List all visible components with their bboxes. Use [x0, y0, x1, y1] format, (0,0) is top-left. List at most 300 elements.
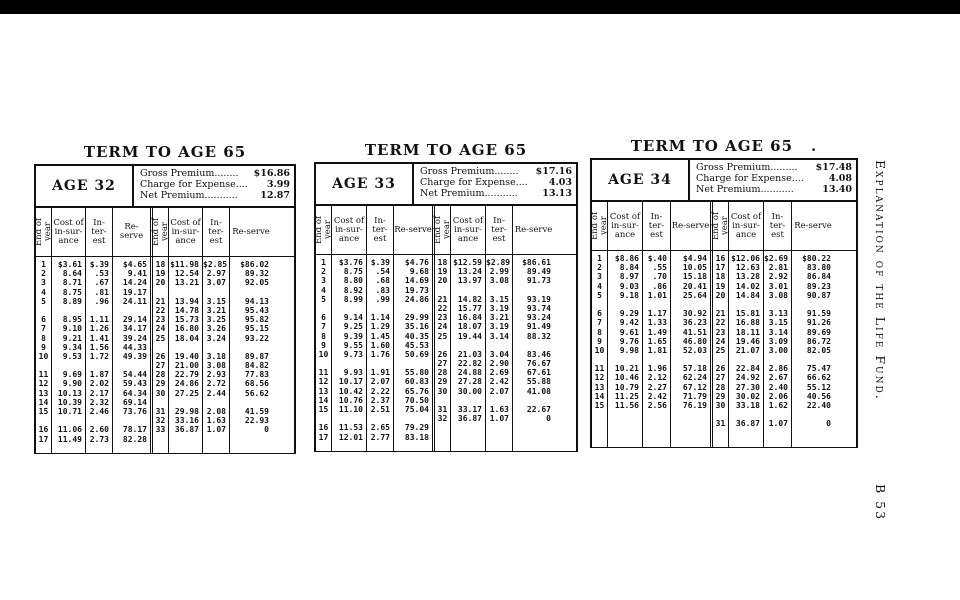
table-cell: 15	[594, 401, 605, 410]
table-cell: 91.26	[806, 318, 831, 328]
table-cell: 8.99	[343, 294, 363, 304]
gross-premium-label: Gross Premium........	[420, 166, 519, 177]
table-cell: 16	[38, 425, 49, 435]
table-cell	[153, 288, 168, 297]
table-cell	[153, 343, 168, 352]
table-cell: 1.07	[768, 419, 788, 429]
table-cell: 28	[437, 368, 448, 378]
table-cell	[169, 288, 202, 297]
table-cell	[332, 304, 366, 313]
premium-summary	[690, 160, 856, 200]
table-cell: 26	[437, 349, 448, 359]
column-header	[203, 208, 230, 256]
column-header-text: End of year	[710, 211, 730, 241]
table-cell	[486, 396, 512, 405]
table-cell	[36, 416, 51, 425]
table-cell: 62.24	[682, 373, 707, 383]
table-cell: 11.10	[338, 405, 363, 414]
gross-premium-line	[420, 166, 576, 177]
table-cell	[113, 416, 150, 425]
column-header	[513, 206, 554, 254]
table-cell: 25.64	[682, 290, 707, 300]
table-cell: 18.11	[735, 327, 760, 337]
table-cell: 9.39	[343, 331, 363, 341]
table-cell: 30	[437, 386, 448, 396]
table-cell	[394, 304, 432, 313]
table-cell: 27	[715, 373, 726, 383]
table-column	[169, 257, 203, 453]
table-cell: 60.83	[404, 377, 429, 387]
table-cell: 89.69	[806, 327, 831, 337]
table-cell: 8.71	[62, 278, 82, 288]
table-column	[153, 257, 169, 453]
table-body	[316, 255, 576, 451]
table-cell: 91.59	[806, 309, 831, 319]
net-premium-value: 13.13	[542, 188, 572, 199]
table-cell: 77.83	[244, 370, 269, 380]
net-premium-line	[696, 184, 856, 195]
table-cell: 8.84	[619, 263, 639, 273]
table-cell: 18.07	[457, 322, 482, 332]
table-cell: 3.00	[768, 345, 788, 355]
table-cell: 11.56	[614, 401, 639, 410]
table-cell: 83.80	[806, 263, 831, 273]
table-cell: 9	[41, 342, 46, 352]
table-cell	[643, 300, 670, 309]
table-cell: 95.82	[244, 315, 269, 325]
table-cell: 84.82	[244, 361, 269, 371]
gross-premium-value: $17.16	[535, 166, 572, 177]
table-cell: 1.45	[370, 331, 390, 341]
rate-table-age-32	[34, 142, 296, 454]
table-cell: 8.75	[343, 267, 363, 277]
table-cell: 3.15	[768, 318, 788, 328]
table-cell: 9.42	[619, 318, 639, 328]
table-column	[394, 255, 435, 451]
column-header	[313, 206, 333, 254]
table-cell: 9.98	[619, 345, 639, 355]
table-cell: 9.55	[343, 340, 363, 350]
table-cell: 2.42	[489, 377, 509, 387]
table-cell: 94.13	[244, 296, 269, 306]
table-cell: 18	[437, 258, 448, 267]
table-cell: 7	[597, 318, 602, 328]
table-cell: 1.62	[768, 401, 788, 410]
table-cell: 30.00	[457, 386, 482, 396]
column-header	[332, 206, 367, 254]
table-cell: 2	[321, 267, 326, 277]
table-cell: 33.16	[174, 416, 199, 426]
table-cell	[169, 343, 202, 352]
table-body	[592, 251, 856, 447]
table-column	[52, 257, 86, 453]
table-cell: 24.86	[404, 294, 429, 304]
table-cell: 14.02	[735, 281, 760, 291]
table-cell: 23	[155, 315, 166, 325]
table-cell: 24.92	[735, 373, 760, 383]
table-column	[86, 257, 113, 453]
table-cell: 45.53	[404, 340, 429, 350]
table-cell: 68.56	[244, 379, 269, 389]
table-cell: 2.08	[206, 407, 226, 416]
table-cell: 36.87	[174, 425, 199, 435]
table-cell: $2.69	[764, 254, 789, 263]
table-cell: 41.08	[526, 386, 551, 396]
table-cell	[230, 398, 272, 407]
table-cell: 28	[155, 370, 166, 380]
table-cell: 12.01	[338, 432, 363, 442]
table-cell: 23	[437, 313, 448, 323]
expense-charge-label: Charge for Expense....	[140, 179, 248, 190]
table-cell	[592, 410, 607, 419]
table-cell: 30.92	[682, 309, 707, 319]
table-cell: 1.60	[370, 340, 390, 350]
column-header	[86, 208, 113, 256]
table-column	[729, 251, 764, 447]
table-cell: 14	[594, 391, 605, 401]
table-cell: 3.14	[489, 331, 509, 341]
table-cell: 8	[597, 327, 602, 337]
table-cell: 11.06	[57, 425, 82, 435]
table-column	[513, 255, 554, 451]
table-cell: 19	[155, 269, 166, 279]
table-cell: 67.12	[682, 382, 707, 392]
table-cell: 2.93	[206, 370, 226, 380]
table-cell: 73.76	[122, 407, 147, 416]
table-cell: 16	[318, 423, 329, 433]
table-cell: $3.61	[57, 260, 82, 269]
table-cell: 56.62	[244, 388, 269, 398]
table-cell	[451, 423, 485, 432]
table-cell: 6	[321, 313, 326, 323]
table-cell: 3.21	[489, 313, 509, 323]
expense-charge-label: Charge for Expense....	[696, 173, 804, 184]
table-cell: 26	[155, 351, 166, 361]
table-cell: 93.74	[526, 303, 551, 313]
table-title: TERM TO AGE 65	[364, 141, 528, 159]
age-label: AGE 34	[592, 160, 690, 200]
column-header-text: Cost of in-sur-ance	[333, 215, 365, 244]
table-cell: 2.67	[768, 373, 788, 383]
table-cell: 2.42	[647, 391, 667, 401]
table-cell: 12	[318, 377, 329, 387]
table-cell: 89.23	[806, 281, 831, 291]
table-cell: 12	[594, 373, 605, 383]
table-cell: .55	[652, 263, 667, 273]
expense-charge-label: Charge for Expense....	[420, 177, 528, 188]
table-cell: 32	[437, 414, 448, 424]
table-cell: 8.75	[62, 287, 82, 297]
table-cell	[713, 410, 728, 419]
table-cell: 22	[155, 305, 166, 315]
table-cell: 89.87	[244, 351, 269, 361]
expense-charge-line	[696, 173, 856, 184]
table-cell	[169, 398, 202, 407]
table-cell: 5	[597, 290, 602, 300]
expense-charge-value: 3.99	[266, 179, 290, 190]
net-premium-value: 13.40	[822, 184, 852, 195]
table-cell: 13.94	[174, 296, 199, 306]
table-cell	[513, 433, 554, 442]
column-header	[169, 208, 203, 256]
column-header-text: End of year	[313, 215, 333, 245]
table-cell: 57.18	[682, 364, 707, 374]
table-cell: 3.08	[489, 276, 509, 286]
table-cell	[451, 286, 485, 295]
table-cell: 13	[38, 388, 49, 398]
table-cell	[230, 343, 272, 352]
column-header-text: End of year	[432, 215, 452, 245]
expense-charge-value: 4.03	[548, 177, 572, 188]
table-cell: 10.46	[614, 373, 639, 383]
table-cell: 25	[715, 345, 726, 355]
table-cell: 91.73	[526, 276, 551, 286]
table-cell: 3.15	[206, 296, 226, 306]
table-cell: 14.78	[174, 305, 199, 315]
table-cell	[486, 433, 512, 442]
table-cell: 9.69	[62, 370, 82, 380]
table-cell: 3	[597, 272, 602, 282]
table-cell: 9.93	[343, 368, 363, 378]
table-cell	[671, 419, 710, 428]
table-cell: 1	[597, 254, 602, 263]
table-cell	[643, 410, 670, 419]
table-cell: 31	[155, 407, 166, 416]
table-cell: 1.63	[489, 405, 509, 414]
table-cell: 67.61	[526, 368, 551, 378]
column-header	[764, 202, 792, 250]
table-cell: 21	[437, 294, 448, 304]
table-cell: 76.19	[682, 401, 707, 410]
table-cell: 19	[715, 281, 726, 291]
table-cell: 19.44	[457, 331, 482, 341]
table-cell	[764, 410, 791, 419]
column-header-text: End of year	[589, 211, 609, 241]
table-cell	[367, 359, 393, 368]
table-cell: 40.56	[806, 391, 831, 401]
table-cell: 7	[41, 324, 46, 334]
table-cell: 9.76	[619, 336, 639, 346]
table-column	[367, 255, 394, 451]
table-cell	[671, 300, 710, 309]
table-cell: 33.17	[457, 405, 482, 414]
table-cell: 90.87	[806, 290, 831, 300]
table-cell: $.39	[370, 258, 390, 267]
table-cell: 2	[597, 263, 602, 273]
table-cell: 14	[318, 395, 329, 405]
column-header-text: End of year	[33, 217, 53, 247]
column-header-text: Cost of in-sur-ance	[53, 217, 84, 246]
table-cell	[230, 435, 272, 444]
table-column	[671, 251, 713, 447]
table-cell: 2.32	[89, 397, 109, 407]
table-cell: 16	[715, 254, 726, 263]
table-cell: 15.81	[735, 309, 760, 319]
table-cell: 18.04	[174, 333, 199, 343]
table-column	[230, 257, 272, 453]
table-cell: 17	[715, 263, 726, 273]
table-cell	[608, 355, 642, 364]
table-cell: 11.25	[614, 391, 639, 401]
table-cell: $2.89	[486, 258, 511, 267]
column-header-text: In-ter-est	[648, 211, 665, 240]
table-cell: 3.18	[206, 351, 226, 361]
table-cell: 2.65	[370, 423, 390, 433]
table-cell: 11	[38, 370, 49, 380]
table-cell: 2.44	[206, 388, 226, 398]
table-cell: 9.21	[62, 333, 82, 343]
table-cell: 27.28	[457, 377, 482, 387]
table-cell: 2.72	[206, 379, 226, 389]
table-cell	[486, 286, 512, 295]
table-cell: .70	[652, 272, 667, 282]
scan-top-edge	[0, 0, 960, 14]
side-running-title: Explanation of the Life Fund.	[873, 160, 888, 401]
table-cell: 79.29	[404, 423, 429, 433]
table-cell: 6	[41, 315, 46, 325]
table-cell	[608, 429, 642, 438]
table-cell: 2.99	[489, 267, 509, 277]
table-cell	[332, 359, 366, 368]
table-cell	[713, 355, 728, 364]
table-cell	[36, 306, 51, 315]
table-cell: $11.98	[170, 260, 199, 269]
table-cell	[52, 306, 85, 315]
table-cell: 33	[155, 425, 166, 435]
table-cell: 25	[155, 333, 166, 343]
table-cell: 93.19	[526, 294, 551, 304]
column-header	[394, 206, 435, 254]
table-cell	[169, 435, 202, 444]
table-cell: 19.46	[735, 336, 760, 346]
table-header	[592, 160, 856, 202]
table-cell: 0	[546, 414, 551, 424]
table-cell: 1.87	[89, 370, 109, 380]
table-cell: 30	[715, 401, 726, 410]
premium-summary	[134, 166, 294, 206]
table-cell: $.39	[89, 260, 109, 269]
table-cell: 9.34	[62, 342, 82, 352]
table-cell	[153, 435, 168, 444]
table-cell: 25	[437, 331, 448, 341]
table-cell: 18	[715, 272, 726, 282]
table-cell: 86.72	[806, 336, 831, 346]
table-cell	[435, 433, 450, 442]
table-cell: 3.01	[768, 281, 788, 291]
table-cell: $86.61	[522, 258, 551, 267]
table-cell	[316, 414, 331, 423]
expense-charge-line	[420, 177, 576, 188]
table-cell: 1.17	[647, 309, 667, 319]
column-headers	[589, 202, 856, 251]
column-headers	[33, 208, 294, 257]
table-cell: 9.25	[343, 322, 363, 332]
table-cell: 24	[437, 322, 448, 332]
table-cell: 10.79	[614, 382, 639, 392]
table-cell: 49.39	[122, 351, 147, 361]
column-header	[486, 206, 513, 254]
table-cell: 3.08	[768, 290, 788, 300]
table-cell: 20	[715, 290, 726, 300]
table-cell: 46.80	[682, 336, 707, 346]
table-cell: $4.65	[122, 260, 147, 269]
table-cell: 21	[155, 296, 166, 306]
table-cell	[643, 429, 670, 438]
table-column	[643, 251, 671, 447]
column-header-text: Cost of in-sur-ance	[452, 215, 484, 244]
table-cell: 55.88	[526, 377, 551, 387]
table-cell: 3.07	[206, 278, 226, 288]
table-cell: 24.86	[174, 379, 199, 389]
table-cell: 40.35	[404, 331, 429, 341]
table-frame	[590, 158, 858, 448]
table-cell: 82.05	[806, 345, 831, 355]
table-cell: 41.59	[244, 407, 269, 416]
table-cell: 2.69	[489, 368, 509, 378]
column-header	[33, 208, 53, 256]
column-header-text: In-ter-est	[769, 211, 786, 240]
column-header	[52, 208, 86, 256]
table-cell: 2.12	[647, 373, 667, 383]
table-cell: 76.67	[526, 359, 551, 369]
table-cell	[394, 359, 432, 368]
column-header	[451, 206, 486, 254]
table-cell: $2.85	[203, 260, 228, 269]
table-cell: 13.24	[457, 267, 482, 277]
table-cell	[671, 355, 710, 364]
table-cell: 89.49	[526, 267, 551, 277]
table-cell	[713, 429, 728, 438]
table-header	[36, 166, 294, 208]
table-cell	[203, 288, 229, 297]
table-cell: 15	[318, 405, 329, 414]
table-column	[713, 251, 729, 447]
table-column	[792, 251, 834, 447]
table-cell: 78.17	[122, 425, 147, 435]
table-cell: 9.53	[62, 351, 82, 361]
table-cell: 71.79	[682, 391, 707, 401]
table-cell: 8.89	[62, 296, 82, 306]
table-cell: 12.63	[735, 263, 760, 273]
table-cell	[643, 355, 670, 364]
table-cell: 17	[38, 434, 49, 444]
table-cell: 2.77	[370, 432, 390, 442]
table-cell: $12.59	[453, 258, 482, 267]
table-cell: 2.60	[89, 425, 109, 435]
table-cell: .81	[94, 287, 109, 297]
table-cell: 22.84	[735, 364, 760, 374]
table-cell: 26	[715, 364, 726, 374]
column-header-text: In-ter-est	[91, 217, 107, 246]
table-cell: 16.84	[457, 313, 482, 323]
table-cell: 10.39	[57, 397, 82, 407]
table-cell: 2.92	[768, 272, 788, 282]
table-cell	[608, 419, 642, 428]
column-header	[432, 206, 452, 254]
rate-table-age-33	[314, 140, 578, 452]
table-cell: 3.08	[206, 361, 226, 371]
column-header-text: Cost of in-sur-ance	[730, 211, 762, 240]
table-cell: 9.03	[619, 281, 639, 291]
table-cell: 27.30	[735, 382, 760, 392]
table-cell: 50.69	[404, 349, 429, 359]
column-header	[710, 202, 730, 250]
table-cell: 19	[437, 267, 448, 277]
table-cell: 1.07	[206, 425, 226, 435]
table-cell: 22	[715, 318, 726, 328]
table-cell: 4	[41, 287, 46, 297]
table-cell	[764, 429, 791, 438]
